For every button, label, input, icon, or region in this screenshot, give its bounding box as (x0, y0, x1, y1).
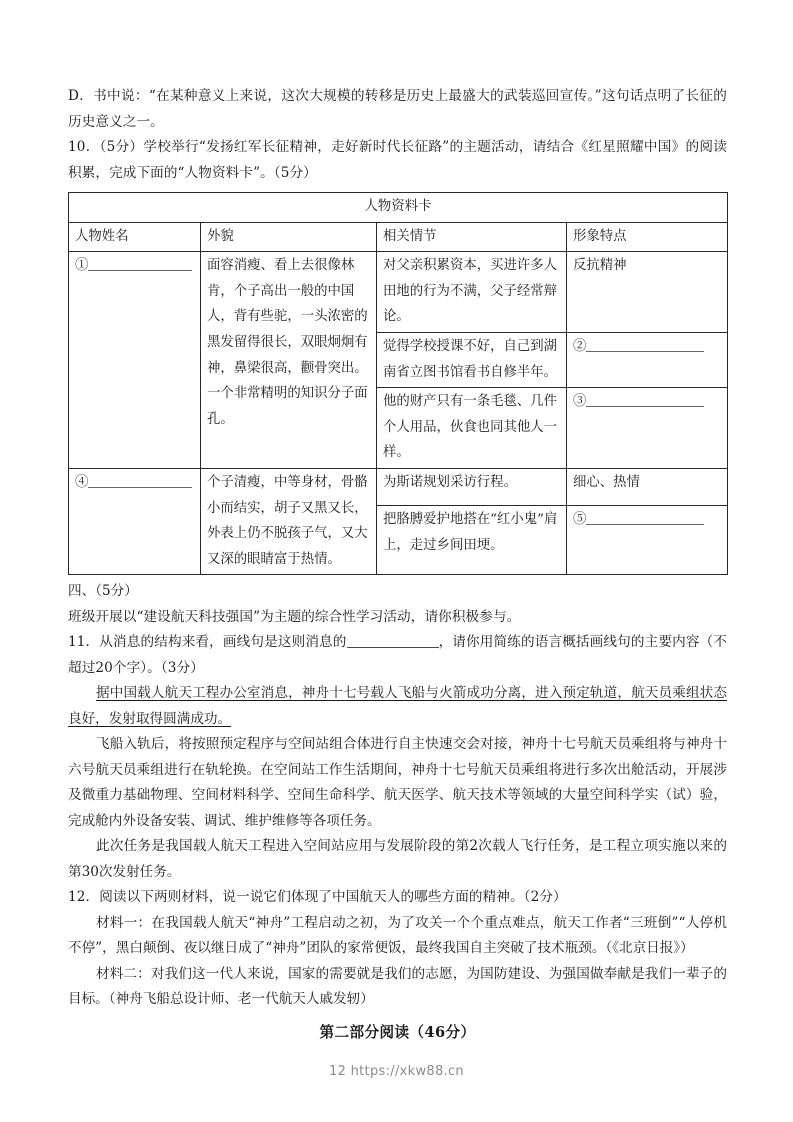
character-plot-cell-2-2: 把胳膊爱护地搭在“红小鬼”肩上，走过乡间田埂。 (377, 506, 567, 575)
news-closing-paragraph: 此次任务是我国载人航天工程进入空间站应用与发展阶段的第2次载人飞行任务，是工程立项实施以来的第30次发射任务。 (68, 838, 727, 880)
material-two-paragraph: 材料二：对我们这一代人来说，国家的需要就是我们的志愿，为国防建设、为强国做奉献是我们一辈子的目标。（神舟飞船总设计师、老一代航天人戚发轫） (68, 965, 727, 1008)
character-name-cell-2[interactable] (69, 468, 201, 574)
table-caption: 人物资料卡 (69, 193, 728, 223)
column-header-plot: 相关情节 (377, 222, 567, 252)
question-11-text (68, 630, 727, 681)
trait-marker-5: ⑤ (573, 512, 587, 528)
question-12-text: 12．阅读以下两则材料，说一说它们体现了中国航天人的哪些方面的精神。（2分） (68, 889, 567, 906)
news-lead-underlined-text: 据中国载人航天工程办公室消息，神舟十七号载人飞船与火箭成功分离，进入预定轨道，航天员乘组状态良好，发射取得圆满成功。 (68, 685, 727, 727)
column-header-name: 人物姓名 (69, 222, 201, 252)
page-footer-watermark: 12 https://xkw88.cn (329, 1064, 464, 1079)
trait-marker-2: ② (573, 338, 587, 354)
news-lead-paragraph (68, 681, 727, 732)
character-name-marker-4: ④ (75, 474, 89, 490)
table-row (69, 252, 728, 333)
section-four-intro: 班级开展以“建设航天科技强国”为主题的综合性学习活动，请你积极参与。 (68, 608, 521, 625)
character-plot-cell-1-3: 他的财产只有一条毛毯、几件个人用品，伙食也同其他人一样。 (377, 388, 567, 469)
answer-blank-line[interactable] (586, 511, 704, 525)
answer-blank-line[interactable] (586, 393, 704, 407)
part-two-heading: 第二部分阅读（46分） (319, 1023, 476, 1041)
option-d-text: D．书中说：“在某种意义上来说，这次大规模的转移是历史上最盛大的武装巡回宣传。”这句话点明了长征的历史意义之一。 (68, 88, 727, 130)
material-one-paragraph: 材料一：在我国载人航天“神舟”工程启动之初，为了攻关一个个重点难点，航天工作者“三班倒”“人停机不停”，黑白颠倒、夜以继日成了“神舟”团队的家常便饭，最终我国自主突破了技术瓶颈。（《北京日报》） (68, 914, 727, 957)
character-trait-cell-2-1: 细心、热情 (567, 468, 728, 505)
character-name-cell-1[interactable] (69, 252, 201, 469)
table-header-row (69, 222, 728, 252)
question-11-part-two: ，请你用简练的语言概括画线句的主要内容（不超过20个字）。（3分） (68, 634, 727, 676)
question-10-text: 10．（5分）学校举行“发扬红军长征精神，走好新时代长征路”的主题活动，请结合《红星照耀中国》的阅读积累，完成下面的“人物资料卡”。（5分） (68, 139, 727, 181)
character-profile-card-table (68, 192, 728, 575)
character-trait-cell-2-2[interactable] (567, 506, 728, 575)
column-header-appearance: 外貌 (201, 222, 377, 252)
answer-blank-line[interactable] (88, 474, 192, 488)
table-row (69, 468, 728, 505)
news-body-paragraph: 飞船入轨后，将按照预定程序与空间站组合体进行自主快速交会对接，神舟十七号航天员乘组将与神舟十六号航天员乘组进行在轨轮换。在空间站工作生活期间，神舟十七号航天员乘组将进行多次出舱活动，开展涉及微重力基础物理、空间材料科学、空间生命科学、航天医学、航天技术等领域的大量空间科学实（试）验，完成舱内外设备安装、调试、维护维修等各项任务。 (68, 736, 727, 829)
section-four-heading: 四、（5分） (68, 583, 138, 600)
trait-marker-3: ③ (573, 394, 587, 410)
character-trait-cell-1-3[interactable] (567, 388, 728, 469)
answer-blank-line[interactable] (347, 633, 439, 648)
character-plot-cell-1-2: 觉得学校授课不好，自己到湖南省立图书馆看书自修半年。 (377, 332, 567, 387)
character-plot-cell-2-1: 为斯诺规划采访行程。 (377, 468, 567, 505)
question-11-part-one: 11．从消息的结构来看，画线句是这则消息的 (68, 634, 347, 651)
character-plot-cell-1-1: 对父亲积累资本，买进许多人田地的行为不满，父子经常辩论。 (377, 252, 567, 333)
character-trait-cell-1-1: 反抗精神 (567, 252, 728, 333)
column-header-traits: 形象特点 (567, 222, 728, 252)
character-appearance-cell-2: 个子清瘦，中等身材，骨骼小而结实，胡子又黑又长，外表上仍不脱孩子气，又大又深的眼睛富于热情。 (201, 468, 377, 574)
answer-blank-line[interactable] (88, 257, 192, 271)
character-appearance-cell-1: 面容消瘦、看上去很像林肯，个子高出一般的中国人，背有些驼，一头浓密的黑发留得很长，双眼炯炯有神，鼻梁很高，颧骨突出。一个非常精明的知识分子面孔。 (201, 252, 377, 469)
answer-blank-line[interactable] (586, 338, 704, 352)
character-name-marker-1: ① (75, 258, 89, 274)
character-trait-cell-1-2[interactable] (567, 332, 728, 387)
table-caption-row (69, 193, 728, 223)
